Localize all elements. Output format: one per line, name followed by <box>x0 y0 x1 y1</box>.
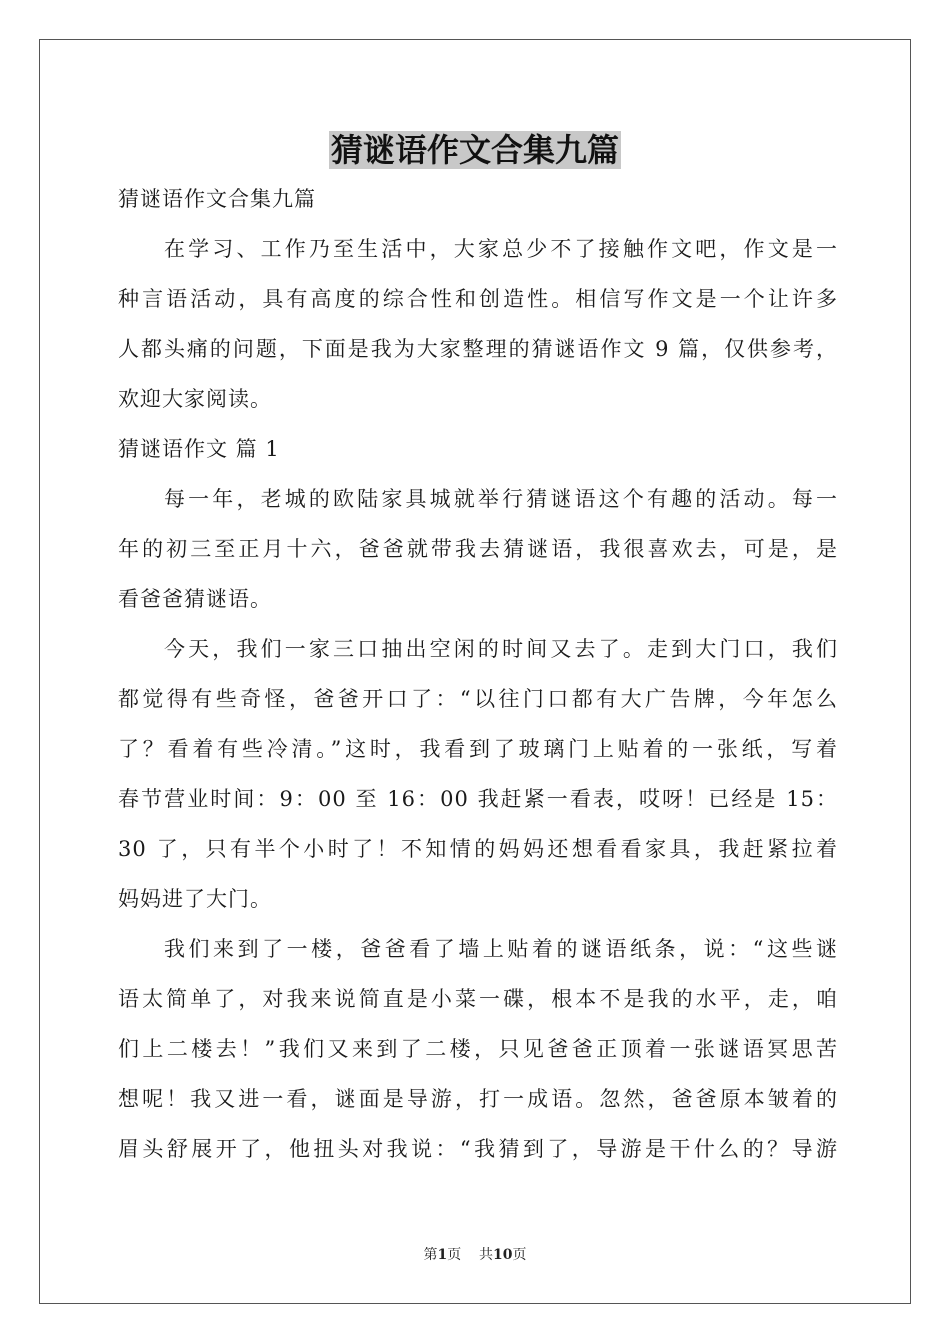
text-line: 年的初三至正月十六，爸爸就带我去猜谜语，我很喜欢去，可是，是 <box>118 537 838 561</box>
page-footer <box>0 1244 950 1264</box>
text-line: 妈妈进了大门。 <box>118 887 272 911</box>
document-body <box>118 174 838 1174</box>
text-line: 30 了，只有半个小时了！不知情的妈妈还想看看家具，我赶紧拉着 <box>118 837 838 861</box>
text-line: 们上二楼去！”我们又来到了二楼，只见爸爸正顶着一张谜语冥思苦 <box>118 1037 838 1061</box>
document-title <box>0 124 950 176</box>
text-line: 眉头舒展开了，他扭头对我说：“我猜到了，导游是干什么的？导游 <box>118 1137 838 1161</box>
page-number: 1 <box>437 1247 448 1263</box>
text-line: 了？看着有些冷清。”这时，我看到了玻璃门上贴着的一张纸，写着 <box>118 737 838 761</box>
text-line: 我们来到了一楼，爸爸看了墙上贴着的谜语纸条，说：“这些谜 <box>164 937 838 961</box>
text-line: 猜谜语作文合集九篇 <box>118 187 316 211</box>
text-line: 都觉得有些奇怪，爸爸开口了：“以往门口都有大广告牌，今年怎么 <box>118 687 838 711</box>
text-line: 语太简单了，对我来说简直是小菜一碟，根本不是我的水平，走，咱 <box>118 987 838 1011</box>
text-line: 猜谜语作文 篇 1 <box>118 437 280 461</box>
text-line: 想呢！我又进一看，谜面是导游，打一成语。忽然，爸爸原本皱着的 <box>118 1087 838 1111</box>
text-line: 在学习、工作乃至生活中，大家总少不了接触作文吧，作文是一 <box>164 237 838 261</box>
total-pages: 10 <box>493 1247 513 1263</box>
text-line: 欢迎大家阅读。 <box>118 387 272 411</box>
text-line: 种言语活动，具有高度的综合性和创造性。相信写作文是一个让许多 <box>118 287 838 311</box>
total-prefix: 共 <box>479 1247 494 1263</box>
text-line: 看爸爸猜谜语。 <box>118 587 272 611</box>
page-prefix: 第 <box>423 1247 438 1263</box>
total-suffix: 页 <box>512 1247 527 1263</box>
document-title-text: 猜谜语作文合集九篇 <box>330 131 619 169</box>
text-line: 每一年，老城的欧陆家具城就举行猜谜语这个有趣的活动。每一 <box>164 487 838 511</box>
page-suffix: 页 <box>447 1247 462 1263</box>
text-line: 春节营业时间：9：00 至 16：00 我赶紧一看表，哎呀！已经是 15： <box>118 787 838 811</box>
text-line: 人都头痛的问题，下面是我为大家整理的猜谜语作文 9 篇，仅供参考， <box>118 337 838 361</box>
text-line: 今天，我们一家三口抽出空闲的时间又去了。走到大门口，我们 <box>164 637 838 661</box>
